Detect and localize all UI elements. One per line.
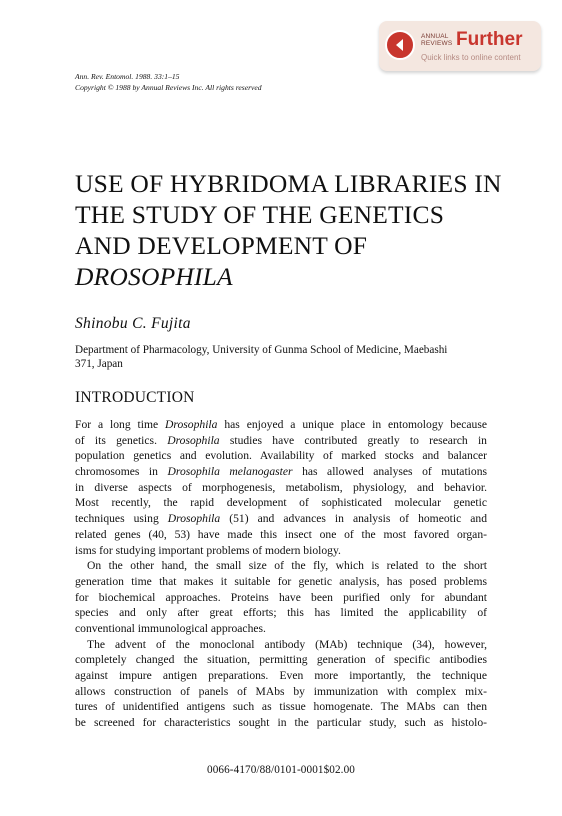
italic-term: Drosophila [167,433,220,447]
annual-reviews-further-badge[interactable] [379,21,541,71]
body-text-line [75,480,487,496]
badge-annual-label: ANNUAL [421,33,449,40]
text-run: population genetics and evolution. Availability of marked stocks and balancer [75,449,487,463]
body-text-line [75,417,487,433]
article-code: 0066-4170/88/0101-0001$02.00 [207,764,355,776]
article-title-line-2: THE STUDY OF THE GENETICS [75,200,445,229]
body-text-line [75,495,487,511]
section-heading-introduction: INTRODUCTION [75,389,195,406]
text-run: in diverse aspects of morphogenesis, metabolism, physiology, and behavior. [75,480,487,494]
body-text-line [75,605,487,621]
article-title-line-1: USE OF HYBRIDOMA LIBRARIES IN [75,169,502,198]
text-run: against impure antigen preparations. Even more importantly, the technique [75,669,487,682]
text-run: On the other hand, the small size of the fly, which is related to the short [87,559,487,573]
body-text-line [75,511,487,527]
text-run: completely changed the situation, permitting generation of specific antibodies [75,653,487,667]
text-run: generation time that makes it suitable for genetic analysis, has posed problems [75,574,487,588]
text-run: conventional immunological approaches. [75,621,266,635]
italic-term: Drosophila [165,418,218,431]
body-text-line [75,621,487,637]
text-run: For a long time [75,418,166,431]
badge-tagline: Quick links to online content [421,53,521,62]
badge-reviews-label: REVIEWS [421,40,453,47]
body-text-line [75,590,487,606]
text-run: Most recently, the rapid development of sophisticated molecular genetic [75,496,487,510]
article-title-line-3: AND DEVELOPMENT OF [75,231,368,260]
text-run: allows construction of panels of MAbs by immunization with complex mix- [75,684,487,698]
introduction-body [75,417,487,731]
body-text-line [75,448,487,464]
article-title-line-4: DROSOPHILA [75,262,233,291]
affiliation-line-1: Department of Pharmacology, University of Gunma School of Medicine, Maebashi [75,344,448,356]
body-text-line [75,574,487,590]
text-run: studies have contributed greatly to research in [219,433,487,447]
text-run: The advent of the monoclonal antibody (MAb) technique (34), however, [87,637,487,651]
journal-citation: Ann. Rev. Entomol. 1988. 33:1–15 [75,72,180,81]
text-run: (51) and advances in analysis of homeotic and [220,512,488,526]
body-text-line [75,433,487,449]
text-run: chromosomes in [75,465,168,479]
affiliation-line-2: 371, Japan [75,358,123,370]
body-text-line [75,543,487,559]
body-text-line [75,715,487,731]
badge-further-label: Further [456,29,523,50]
body-text-line [75,527,487,543]
text-run: for biochemical approaches. Proteins have been purified only for abundant [75,590,487,604]
copyright-notice: Copyright © 1988 by Annual Reviews Inc. All rights reserved [75,83,262,92]
left-arrow-circle-icon [385,30,415,60]
body-text-line [75,699,487,715]
body-text-line [75,464,487,480]
body-text-line [75,637,487,653]
text-run: techniques using [75,512,168,526]
text-run: species and only after great efforts; this has limited the applicability of [75,606,487,620]
italic-term: Drosophila melanogaster [167,465,293,479]
text-run: has allowed analyses of mutations [292,465,488,479]
body-text-line [75,652,487,668]
text-run: has enjoyed a unique place in entomology because [217,418,487,431]
body-text-line [75,684,487,700]
body-text-line [75,558,487,574]
text-run: of its genetics. [75,433,168,447]
body-text-line [75,668,487,684]
text-run: tures of unidentified antigens such as tissue homogenate. The MAbs can then [75,700,487,714]
italic-term: Drosophila [167,512,221,526]
author-name: Shinobu C. Fujita [75,315,191,332]
text-run: isms for studying important problems of modern biology. [75,543,341,557]
text-run: related genes (40, 53) have made this insect one of the most favored organ- [75,527,487,541]
text-run: be screened for characteristics sought in the particular study, such as histolo- [75,716,487,730]
